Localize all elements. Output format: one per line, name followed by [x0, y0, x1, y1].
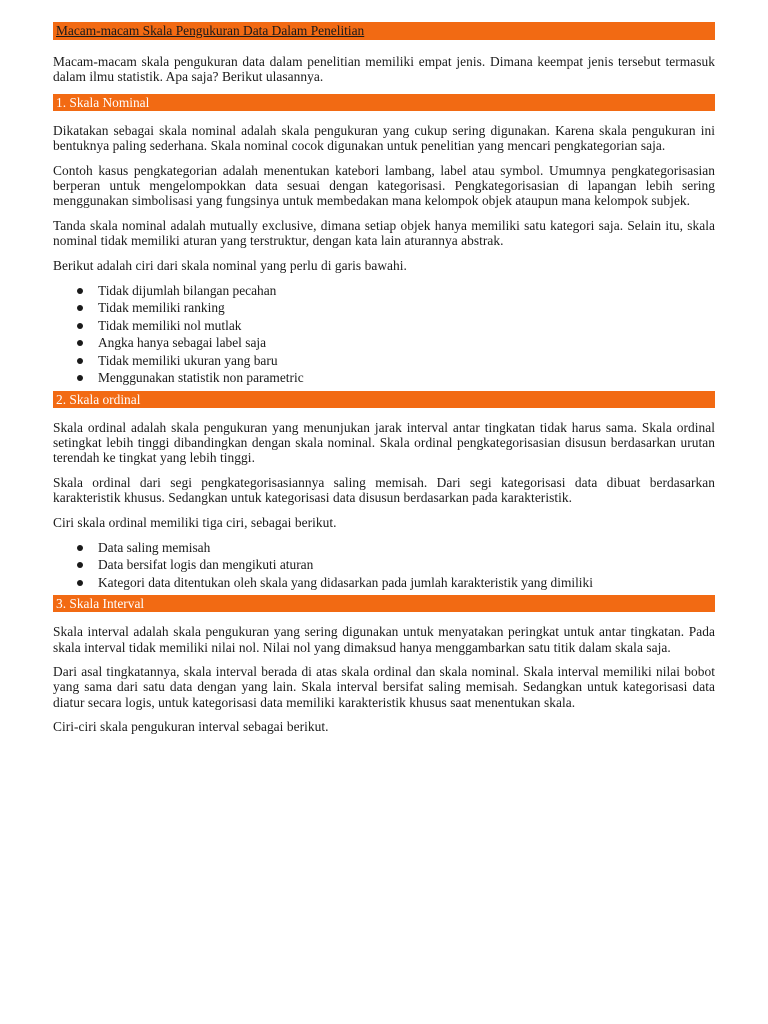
paragraph: Skala ordinal dari segi pengkategorisasiannya saling memisah. Dari segi kategorisasi data dibuat berdasarkan karakteristik khusus. Sedangkan untuk kategorisasi data disusun berdasarkan pada karakteristik.: [53, 474, 715, 506]
bullet-list-nominal: [53, 282, 715, 386]
bullet-icon: [77, 288, 83, 294]
bullet-icon: [77, 562, 83, 568]
paragraph: Dari asal tingkatannya, skala interval berada di atas skala ordinal dan skala nominal. Skala interval memiliki nilai bobot yang sama dari satu data dengan yang lain. Skala interval bersifat saling memisah. Sedangkan untuk kategorisasi data diatur secara logis, untuk kategorisasi data memiliki karakteristik khusus saat menentukan skala.: [53, 663, 715, 710]
list-item: [53, 556, 715, 573]
list-item: [53, 539, 715, 556]
document-title: Macam-macam Skala Pengukuran Data Dalam Penelitian: [53, 22, 715, 40]
list-item: [53, 299, 715, 316]
section-heading-nominal: 1. Skala Nominal: [53, 94, 715, 111]
list-item-text: Tidak memiliki ranking: [98, 300, 225, 316]
bullet-icon: [77, 358, 83, 364]
list-item: [53, 352, 715, 369]
list-item-text: Tidak dijumlah bilangan pecahan: [98, 283, 277, 299]
paragraph: Skala ordinal adalah skala pengukuran yang menunjukan jarak interval antar tingkatan tidak harus sama. Skala ordinal setingkat lebih tinggi dibandingkan dengan skala nominal. Skala ordinal pengkategorisasian disusun berdasarkan urutan terendah ke tingkat yang lebih tinggi.: [53, 419, 715, 466]
list-item: [53, 369, 715, 386]
paragraph: Ciri skala ordinal memiliki tiga ciri, sebagai berikut.: [53, 514, 337, 530]
bullet-list-ordinal: [53, 539, 715, 591]
list-item-text: Kategori data ditentukan oleh skala yang didasarkan pada jumlah karakteristik yang dimiliki: [98, 574, 593, 590]
list-item-text: Tidak memiliki ukuran yang baru: [98, 352, 278, 368]
bullet-icon: [77, 545, 83, 551]
list-item: [53, 574, 715, 591]
paragraph: Berikut adalah ciri dari skala nominal yang perlu di garis bawahi.: [53, 257, 407, 273]
bullet-icon: [77, 323, 83, 329]
paragraph: Skala interval adalah skala pengukuran yang sering digunakan untuk menyatakan peringkat untuk antar tingkatan. Pada skala interval tidak memiliki nilai nol. Nilai nol yang dimaksud hanya menggambarkan satu titik dalam skala saja.: [53, 624, 715, 655]
bullet-icon: [77, 305, 83, 311]
section-heading-ordinal: 2. Skala ordinal: [53, 391, 715, 408]
list-item-text: Menggunakan statistik non parametric: [98, 370, 304, 386]
paragraph: Contoh kasus pengkategorian adalah menentukan katebori lambang, label atau symbol. Umumnya pengkategorisasian berperan untuk mengelompokkan data sesuai dengan kategorisasi. Pengkategorisasian di lapangan lebih sering menggunakan simbolisasi yang fungsinya untuk membedakan mana kelompok objek ataupun mana kelompok subjek.: [53, 162, 715, 209]
list-item-text: Tidak memiliki nol mutlak: [98, 317, 242, 333]
list-item: [53, 282, 715, 299]
intro-paragraph: Macam-macam skala pengukuran data dalam penelitian memiliki empat jenis. Dimana keempat jenis tersebut termasuk dalam ilmu statistik. Apa saja? Berikut ulasannya.: [53, 54, 715, 85]
list-item-text: Angka hanya sebagai label saja: [98, 335, 267, 351]
bullet-icon: [77, 580, 83, 586]
list-item: [53, 334, 715, 351]
section-heading-interval: 3. Skala Interval: [53, 595, 715, 612]
bullet-icon: [77, 375, 83, 381]
list-item-text: Data saling memisah: [98, 539, 211, 555]
paragraph: Ciri-ciri skala pengukuran interval sebagai berikut.: [53, 719, 329, 735]
paragraph: Tanda skala nominal adalah mutually exclusive, dimana setiap objek hanya memiliki satu kategori saja. Selain itu, skala nominal tidak memiliki aturan yang terstruktur, dengan kata lain aturannya abstrak.: [53, 217, 715, 249]
bullet-icon: [77, 340, 83, 346]
list-item-text: Data bersifat logis dan mengikuti aturan: [98, 557, 314, 573]
paragraph: Dikatakan sebagai skala nominal adalah skala pengukuran yang cukup sering digunakan. Karena skala pengukuran ini bentuknya paling sederhana. Skala nominal cocok digunakan untuk penelitian yang mencari pengkategorian saja.: [53, 122, 715, 154]
list-item: [53, 317, 715, 334]
